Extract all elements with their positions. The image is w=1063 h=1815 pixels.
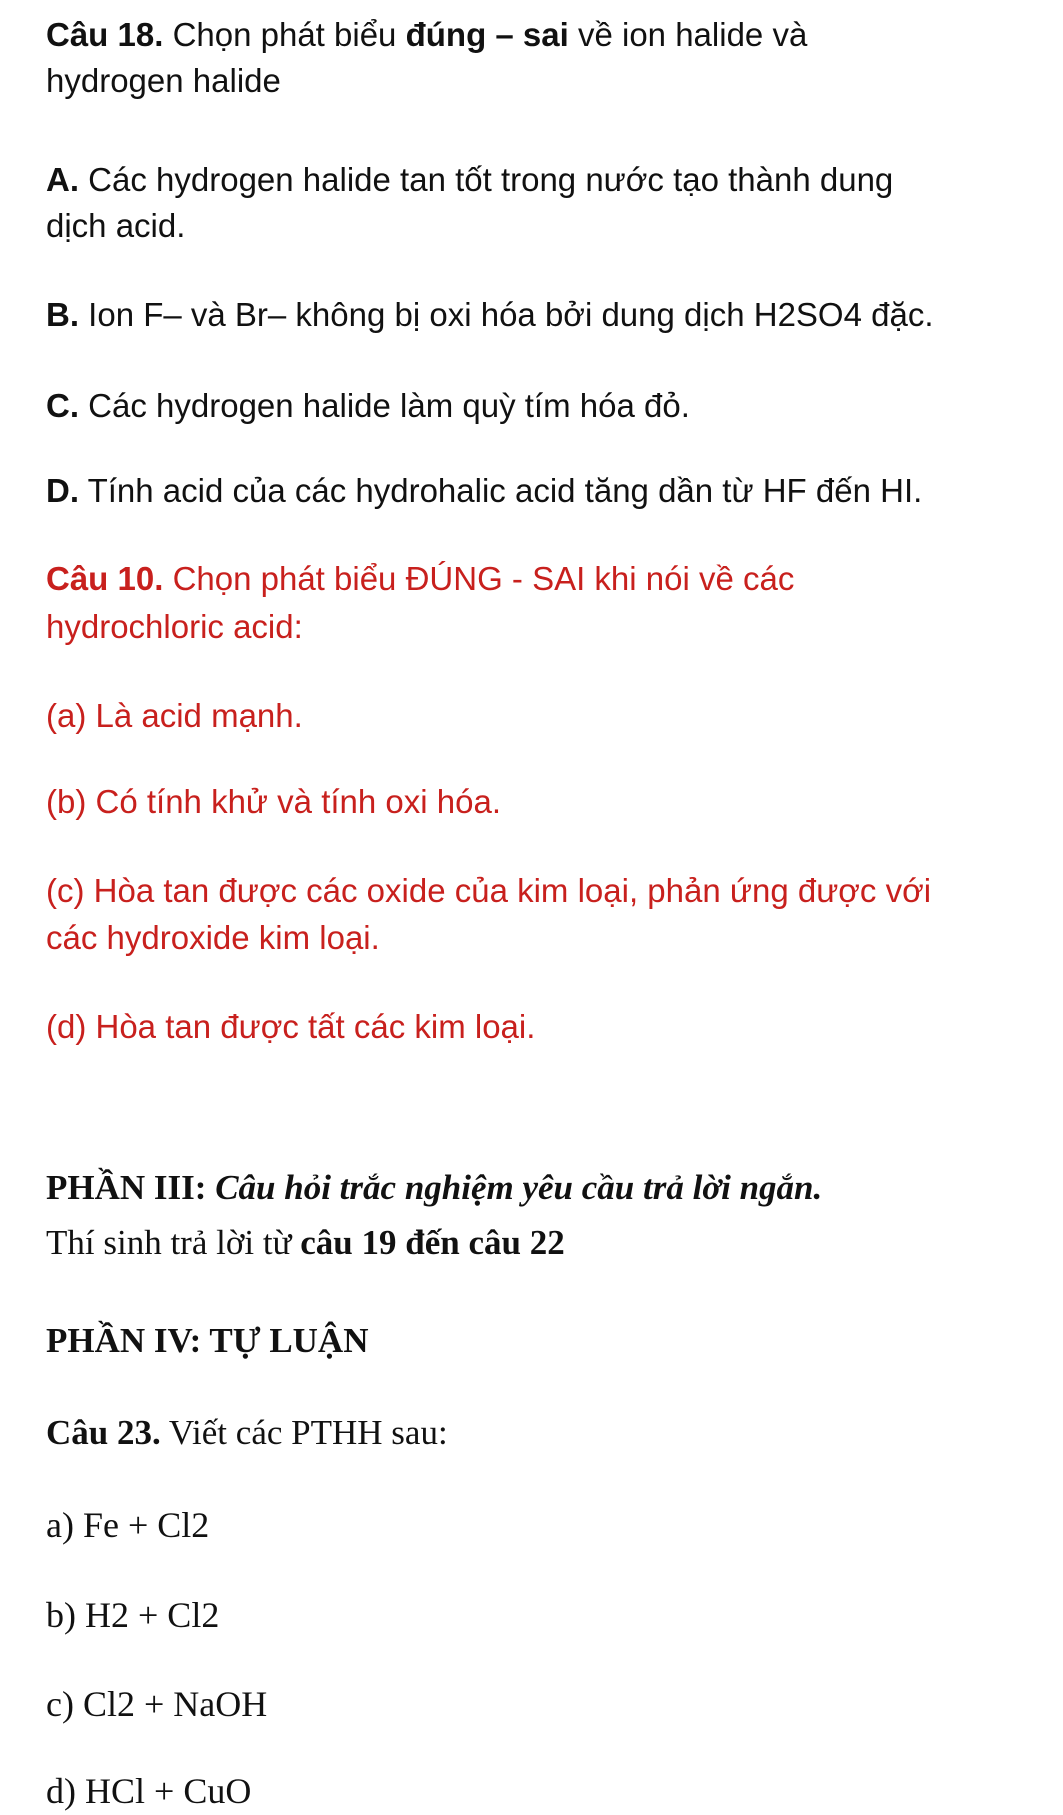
q23-item-a-eq: Fe + Cl2 xyxy=(82,1505,210,1545)
q18-label: Câu 18. xyxy=(46,16,164,53)
q18-option-a-line2: dịch acid. xyxy=(46,207,186,244)
q23-item-b xyxy=(46,1592,219,1638)
q10-item-b: (b) Có tính khử và tính oxi hóa. xyxy=(46,783,501,820)
q10-title xyxy=(46,556,794,602)
q23-label: Câu 23. xyxy=(46,1413,161,1452)
part3-heading xyxy=(46,1165,822,1211)
q10-label: Câu 10. xyxy=(46,560,164,597)
q23-item-a-letter: a) xyxy=(46,1505,74,1545)
q10-intro: Chọn phát biểu ĐÚNG - SAI khi nói về các xyxy=(172,560,795,597)
q18-option-d-text: Tính acid của các hydrohalic acid tăng dần từ HF đến HI. xyxy=(87,472,923,509)
q18-option-b-text: Ion F– và Br– không bị oxi hóa bởi dung dịch H2SO4 đặc. xyxy=(88,296,934,333)
q18-title xyxy=(46,12,807,58)
q18-option-d-letter: D. xyxy=(46,472,79,509)
q18-option-c xyxy=(46,383,690,429)
q18-option-b xyxy=(46,292,934,338)
part4-heading-text: PHẦN IV: TỰ LUẬN xyxy=(46,1321,369,1360)
q10-item-c: (c) Hòa tan được các oxide của kim loại, phản ứng được với xyxy=(46,872,932,909)
q18-option-a-letter: A. xyxy=(46,161,79,198)
part3-label: PHẦN III: xyxy=(46,1168,207,1207)
q18-option-a-text: Các hydrogen halide tan tốt trong nước tạo thành dung xyxy=(88,161,894,198)
q18-option-a xyxy=(46,157,893,203)
part3-line2-text: Thí sinh trả lời từ xyxy=(46,1223,292,1262)
q23-item-b-letter: b) xyxy=(46,1595,76,1635)
q18-option-d xyxy=(46,468,922,514)
part3-heading-italic: Câu hỏi trắc nghiệm yêu cầu trả lời ngắn. xyxy=(215,1168,823,1207)
q23-item-d-letter: d) xyxy=(46,1771,76,1811)
q23-item-a xyxy=(46,1502,209,1548)
q10-item-c-line2: các hydroxide kim loại. xyxy=(46,919,380,956)
q18-title-line2: hydrogen halide xyxy=(46,62,281,99)
q10-item-d: (d) Hòa tan được tất các kim loại. xyxy=(46,1008,536,1045)
q23-item-c-eq: Cl2 + NaOH xyxy=(82,1684,268,1724)
q18-intro-a: Chọn phát biểu xyxy=(172,16,397,53)
part3-line2-bold: câu 19 đến câu 22 xyxy=(300,1223,565,1262)
q18-intro-bold: đúng – sai xyxy=(405,16,569,53)
q10-title-line2: hydrochloric acid: xyxy=(46,608,303,645)
q18-option-b-letter: B. xyxy=(46,296,79,333)
q23-item-c xyxy=(46,1681,267,1727)
part3-line2 xyxy=(46,1220,565,1266)
q18-intro-b: về ion halide và xyxy=(577,16,808,53)
part4-heading xyxy=(46,1318,369,1364)
q23-item-c-letter: c) xyxy=(46,1684,74,1724)
q23-item-b-eq: H2 + Cl2 xyxy=(85,1595,220,1635)
q10-item-a: (a) Là acid mạnh. xyxy=(46,697,303,734)
q23-title xyxy=(46,1410,448,1456)
q23-item-d-eq: HCl + CuO xyxy=(85,1771,252,1811)
q23-item-d xyxy=(46,1768,251,1814)
q23-intro: Viết các PTHH sau: xyxy=(168,1413,448,1452)
q18-option-c-letter: C. xyxy=(46,387,79,424)
q18-option-c-text: Các hydrogen halide làm quỳ tím hóa đỏ. xyxy=(88,387,690,424)
